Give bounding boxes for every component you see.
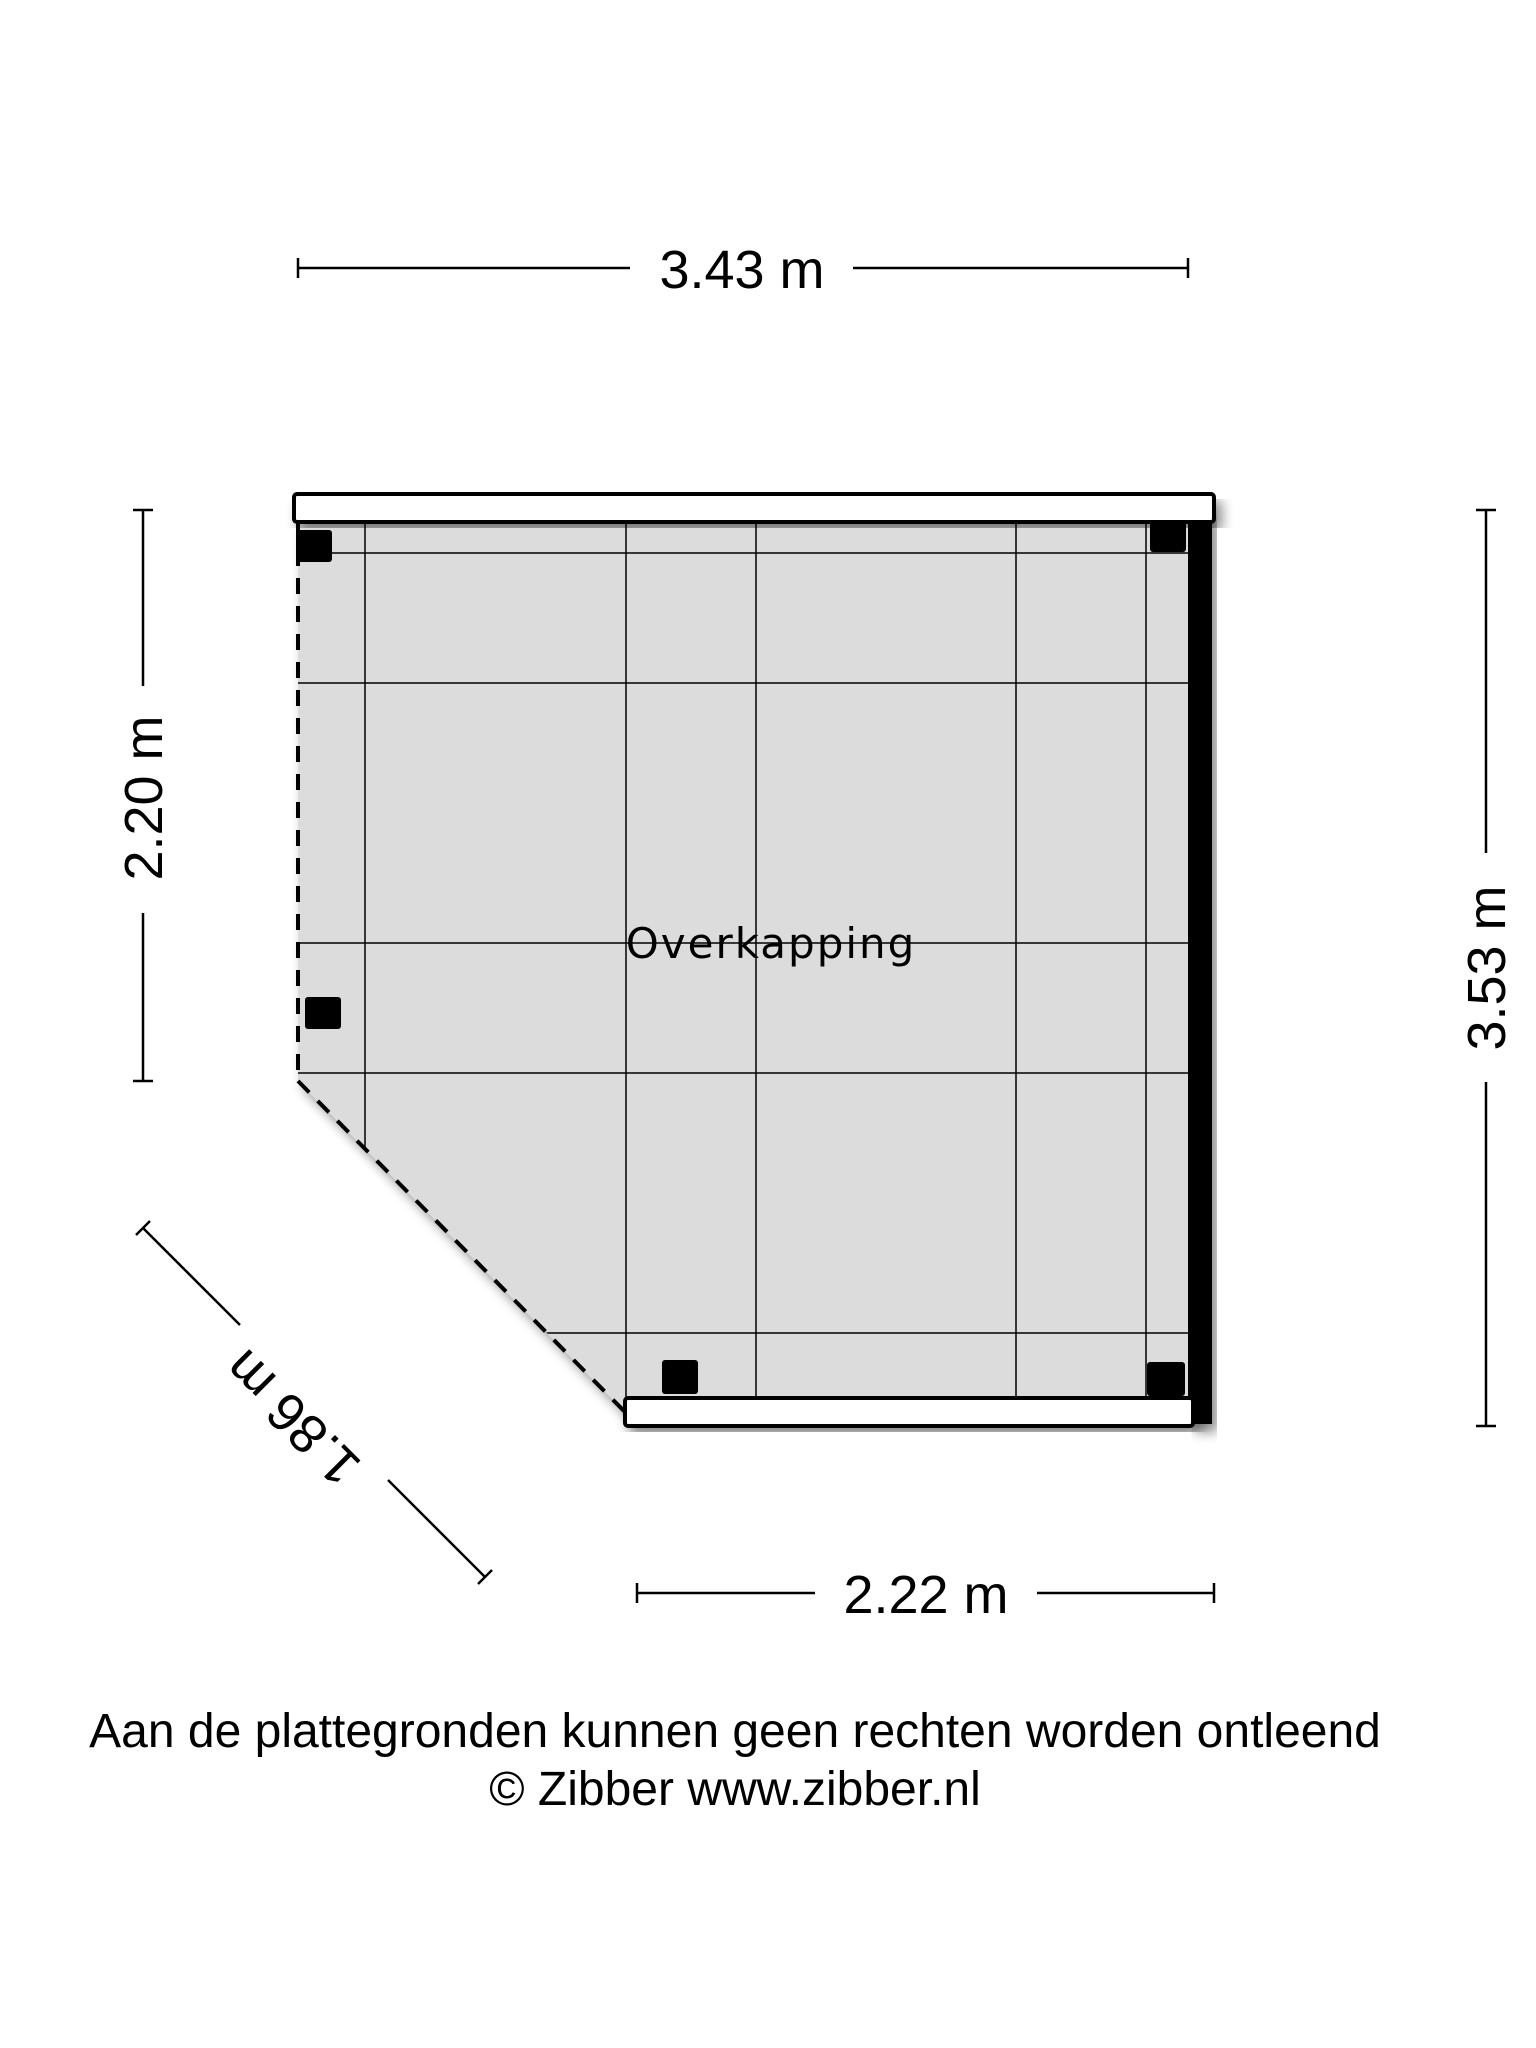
room-label: Overkapping	[625, 919, 917, 968]
right-wall	[1188, 510, 1212, 1424]
post-bottom-right	[1147, 1362, 1185, 1396]
dimension-right-label: 3.53 m	[1457, 885, 1517, 1051]
dimension-diagonal-label: 1.86 m	[212, 1338, 372, 1498]
copyright-text: © Zibber www.zibber.nl	[489, 1763, 981, 1816]
dimension-bottom-label: 2.22 m	[843, 1565, 1009, 1625]
disclaimer-text: Aan de plattegronden kunnen geen rechten worden ontleend	[89, 1705, 1381, 1758]
top-beam	[294, 494, 1214, 522]
post-bottom-left	[662, 1360, 698, 1394]
dimension-left-label: 2.20 m	[114, 715, 174, 881]
post-top-left	[296, 530, 332, 562]
post-top-right	[1150, 522, 1186, 552]
bottom-beam	[625, 1398, 1193, 1426]
dimension-top-label: 3.43 m	[659, 240, 825, 300]
post-left-middle	[305, 997, 341, 1029]
